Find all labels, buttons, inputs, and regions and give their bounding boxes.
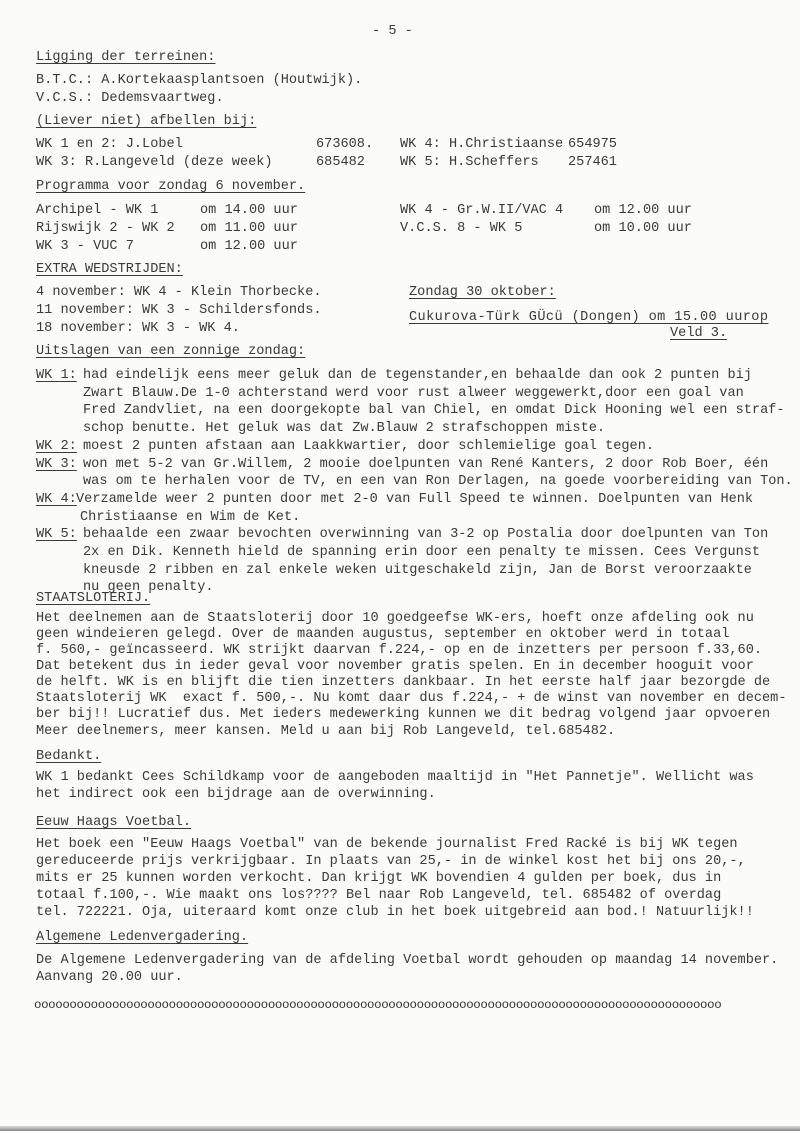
result-line: behaalde een zwaar bevochten overwinning van 3-2 op Postalia door doelpunten van Ton [83,527,769,542]
contact-team: WK 4: H.Christiaanse [400,137,564,152]
eeuw-heading: Eeuw Haags Voetbal. [36,815,191,830]
contact-phone: 257461 [568,155,617,170]
separator-line: ooooooooooooooooooooooooooooooooooooooooooooooooooooooooooooooooooooooooooooooooooooooooooooooooo [34,998,722,1012]
staatsloterij-line: ber bij!! Lucratief dus. Met ieders medewerking kunnen we dit bedrag volgend jaar opvoeren [36,707,771,722]
staatsloterij-line: de helft. WK is en blijft die tien inzetters dankbaar. In het eerste half jaar bezorgde de [36,675,771,690]
vergadering-heading: Algemene Ledenvergadering. [36,930,249,945]
result-line: kneusde 2 ribben en zal enkele weken uitgeschakeld zijn, Jan de Borst veroorzaakte [83,563,752,578]
bedankt-line: het indirect ook een bijdrage aan de overwinning. [36,787,436,802]
result-line: won met 5-2 van Gr.Willem, 2 mooie doelpunten van René Kanters, 2 door Rob Boer, één [83,457,769,472]
staatsloterij-heading: STAATSLOTERIJ. [36,591,151,606]
result-label: WK 1: [36,368,77,383]
contact-phone: 673608. [316,137,374,152]
result-label: WK 5: [36,527,77,542]
result-line: moest 2 punten afstaan aan Laakkwartier, door schlemielige goal tegen. [83,439,655,454]
vergadering-line: De Algemene Ledenvergadering van de afdeling Voetbal wordt gehouden op maandag 14 november. [36,953,779,968]
extra-line: 11 november: WK 3 - Schildersfonds. [36,303,322,318]
staatsloterij-line: geen windeieren gelegd. Over de maanden augustus, september en oktober werd in totaal [36,627,730,642]
eeuw-line: totaal f.100,-. Wie maakt ons los???? Bel naar Rob Langeveld, tel. 685482 of overdag [36,888,722,903]
page-number: - 5 - [372,24,413,39]
contact-team: WK 5: H.Scheffers [400,155,539,170]
match: WK 3 - VUC 7 [36,239,134,254]
eeuw-line: gereduceerde prijs verkrijgbaar. In plaats van 25,- in de winkel kost het bij ons 20,-, [36,854,746,869]
result-line: Verzamelde weer 2 punten door met 2-0 van Full Speed te winnen. Doelpunten van Henk [76,492,754,507]
zondag30-heading: Zondag 30 oktober: [409,285,556,300]
match: Rijswijk 2 - WK 2 [36,221,175,236]
bedankt-line: WK 1 bedankt Cees Schildkamp voor de aangeboden maaltijd in "Het Pannetje". Wellicht was [36,770,754,785]
match: WK 4 - Gr.W.II/VAC 4 [400,203,564,218]
zondag30-veld: Veld 3. [670,326,728,341]
result-label: WK 4: [36,492,77,507]
ligging-line: V.C.S.: Dedemsvaartweg. [36,91,224,106]
result-line: Fred Zandvliet, na een doorgekopte bal van Chiel, en omdat Dick Hooning wel een straf- [83,403,785,418]
result-label: WK 3: [36,457,77,472]
eeuw-line: Het boek een "Eeuw Haags Voetbal" van de bekende journalist Fred Racké is bij WK tegen [36,837,738,852]
result-line: had eindelijk eens meer geluk dan de tegenstander,en behaalde dan ook 2 punten bij [83,368,752,383]
uitslagen-heading: Uitslagen van een zonnige zondag: [36,344,306,359]
eeuw-line: tel. 722221. Oja, uiteraard komt onze club in het boek uitgebreid aan bod.! Natuurlijk!! [36,905,754,920]
contact-phone: 685482 [316,155,365,170]
staatsloterij-line: Dat betekent dus in ieder geval voor november gratis spelen. En in december hooguit voor [36,659,754,674]
extra-line: 18 november: WK 3 - WK 4. [36,321,240,336]
result-line: was om te herhalen voor de TV, en een van Ron Derlagen, na goede voorbereiding van Ton. [83,474,793,489]
zondag30-match: Cukurova-Türk GÜcü (Dongen) om 15.00 uurop [409,310,769,325]
match-time: om 12.00 uur [200,239,298,254]
result-line: schop benutte. Het geluk was dat Zw.Blauw 2 strafschoppen miste. [83,421,606,436]
match: Archipel - WK 1 [36,203,159,218]
match-time: om 11.00 uur [200,221,298,236]
staatsloterij-line: Meer deelnemers, meer kansen. Meld u aan bij Rob Langeveld, tel.685482. [36,724,616,739]
eeuw-line: mits er 25 kunnen worden verkocht. Dan krijgt WK bovendien 4 gulden per boek, dus in [36,871,722,886]
staatsloterij-line: Het deelnemen aan de Staatsloterij door 10 goedgeefse WK-ers, hoeft onze afdeling ook nu [36,611,754,626]
contact-phone: 654975 [568,137,617,152]
page-edge [0,1126,800,1131]
result-line: Christiaanse en Wim de Ket. [80,510,301,525]
contact-team: WK 3: R.Langeveld (deze week) [36,155,273,170]
programma-heading: Programma voor zondag 6 november. [36,179,306,194]
staatsloterij-line: f. 560,- geïncasseerd. WK strijkt daarvan f.224,- op en de inzetters per persoon f.33,60. [36,643,763,658]
bedankt-heading: Bedankt. [36,749,102,764]
ligging-heading: Ligging der terreinen: [36,50,216,65]
vergadering-line: Aanvang 20.00 uur. [36,970,183,985]
contact-team: WK 1 en 2: J.Lobel [36,137,183,152]
extra-heading: EXTRA WEDSTRIJDEN: [36,262,183,277]
ligging-line: B.T.C.: A.Kortekaasplantsoen (Houtwijk). [36,73,363,88]
staatsloterij-line: Staatsloterij WK exact f. 500,-. Nu komt daar dus f.224,- + de winst van november en decem- [36,691,787,706]
match-time: om 12.00 uur [594,203,692,218]
match-time: om 10.00 uur [594,221,692,236]
match-time: om 14.00 uur [200,203,298,218]
extra-line: 4 november: WK 4 - Klein Thorbecke. [36,285,322,300]
afbellen-heading: (Liever niet) afbellen bij: [36,114,257,129]
match: V.C.S. 8 - WK 5 [400,221,523,236]
result-line: Zwart Blauw.De 1-0 achterstand werd voor rust alweer weggewerkt,door een goal van [83,386,744,401]
result-line: 2x en Dik. Kenneth hield de spanning erin door een penalty te missen. Cees Vergunst [83,545,761,560]
result-label: WK 2: [36,439,77,454]
result-line: nu geen penalty. [83,580,214,595]
